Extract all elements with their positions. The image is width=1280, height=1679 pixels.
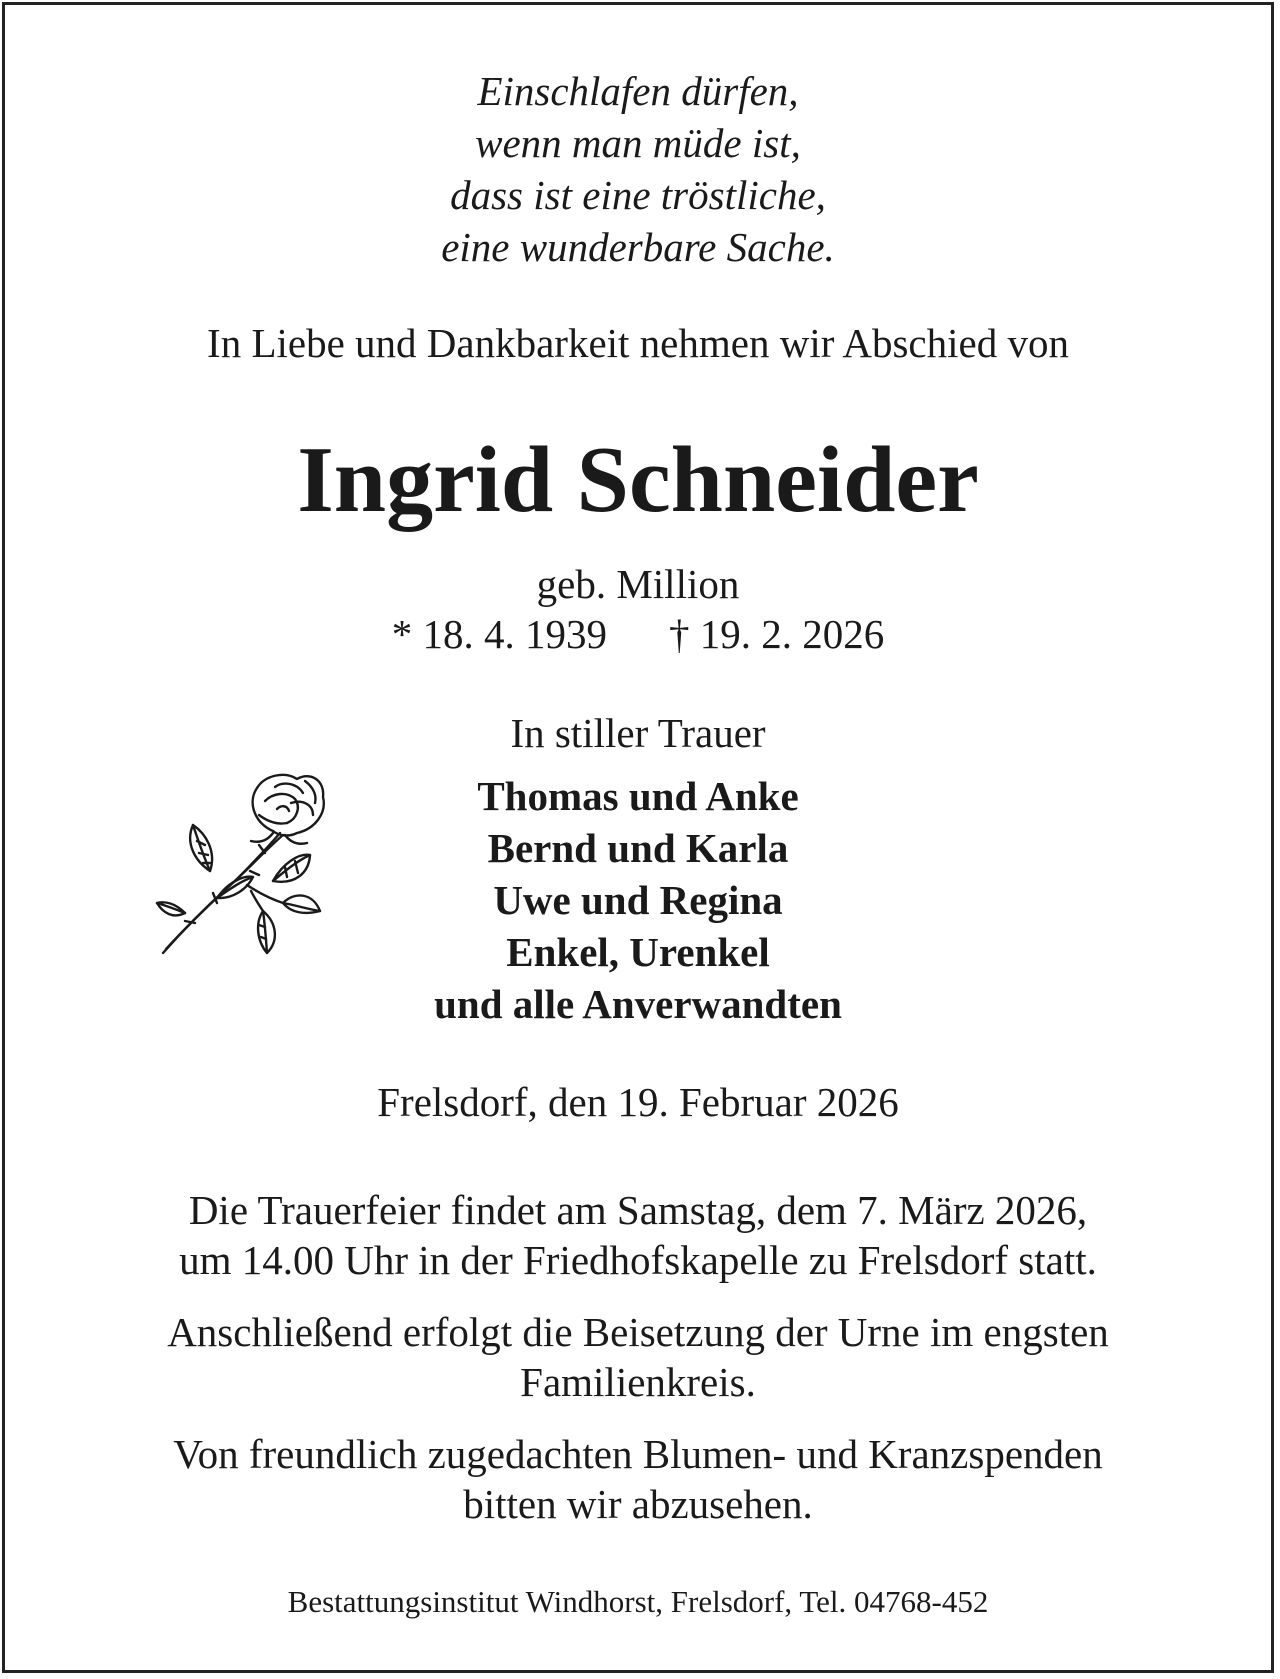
poem-line-4: eine wunderbare Sache.	[441, 224, 835, 270]
mourner-line-3: Uwe und Regina	[493, 877, 783, 923]
ceremony-line-1: Die Trauerfeier findet am Samstag, dem 7. März 2026,	[188, 1187, 1088, 1233]
rose-icon	[155, 763, 330, 958]
mourner-line-2: Bernd und Karla	[487, 825, 789, 871]
mourner-line-4: Enkel, Urenkel	[506, 929, 770, 975]
farewell-intro: In Liebe und Dankbarkeit nehmen wir Abschied von	[207, 320, 1069, 366]
place-date: Frelsdorf, den 19. Februar 2026	[377, 1079, 899, 1125]
burial-line-1: Anschließend erfolgt die Beisetzung der Urne im engsten	[167, 1309, 1109, 1355]
flowers-line-2: bitten wir abzusehen.	[463, 1481, 813, 1527]
poem-line-1: Einschlafen dürfen,	[477, 68, 799, 114]
obituary-notice	[2, 2, 1274, 1673]
funeral-home-footer: Bestattungsinstitut Windhorst, Frelsdorf, Tel. 04768-452	[287, 1584, 989, 1619]
mourner-line-5: und alle Anverwandten	[434, 981, 842, 1027]
deceased-name: Ingrid Schneider	[297, 428, 979, 532]
life-dates	[5, 609, 1271, 659]
poem-line-3: dass ist eine tröstliche,	[450, 172, 826, 218]
flowers-line-1: Von freundlich zugedachten Blumen- und Kranzspenden	[173, 1431, 1103, 1477]
burial-line-2: Familienkreis.	[520, 1359, 756, 1405]
mourner-line-1: Thomas und Anke	[477, 773, 799, 819]
birth-name: geb. Million	[536, 561, 740, 607]
birth-date: * 18. 4. 1939	[391, 611, 607, 657]
death-date: † 19. 2. 2026	[669, 611, 885, 657]
mourners-heading: In stiller Trauer	[510, 710, 766, 756]
poem-line-2: wenn man müde ist,	[475, 120, 801, 166]
ceremony-line-2: um 14.00 Uhr in der Friedhofskapelle zu Frelsdorf statt.	[179, 1237, 1097, 1283]
